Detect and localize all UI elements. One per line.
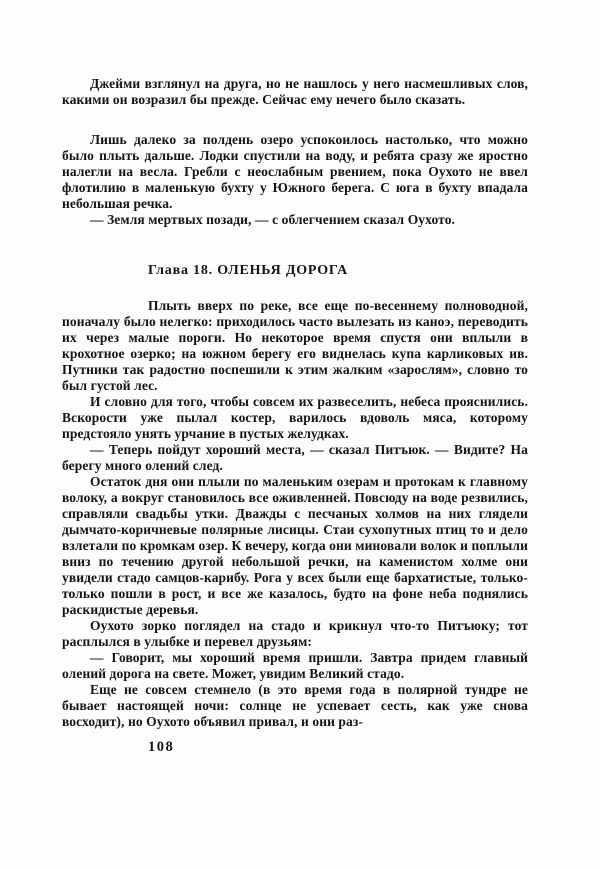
dialog-paragraph: — Говорит, мы хороший время пришли. Завтра придем главный олений дорога на свете. Может, увидим Великий стадо. — [62, 650, 528, 681]
paragraph: И словно для того, чтобы совсем их развеселить, небеса прояснились. Вскорости уже пылал костер, варилось вдоволь мяса, которому предстояло унять урчание в пустых желудках. — [62, 394, 528, 441]
paragraph: Оухото зорко поглядел на стадо и крикнул что-то Питъюку; тот расплылся в улыбке и перевел друзьям: — [62, 618, 528, 649]
chapter-heading: Глава 18. ОЛЕНЬЯ ДОРОГА — [148, 263, 348, 278]
dialog-paragraph: — Земля мертвых позади, — с облегчением сказал Оухото. — [90, 212, 456, 227]
paragraph: Еще не совсем стемнело (в это время года в полярной тундре не бывает настоящей ночи: солнце не успевает сесть, как уже снова восходит), но Оухото объявил привал, и они раз- — [62, 682, 528, 729]
text-block — [62, 76, 528, 755]
paragraph: Плыть вверх по реке, все еще по-весеннему полноводной, поначалу было нелегко: приходилось часто вылезать из каноэ, переводить их через малые пороги. Но некоторое время спустя они вплыли в крохотное озерко; на южном берегу его виднелась купа карликовых ив. Путники так радостно поспешили к этим жалким «зарослям», словно то был густой лес. — [62, 298, 528, 393]
dialog-paragraph: — Теперь пойдут хороший места, — сказал Питъюк. — Видите? На берегу много олений след. — [62, 442, 528, 473]
paragraph: Остаток дня они плыли по маленьким озерам и протокам к главному волоку, а вокруг становилось все оживленней. Повсюду на воде резвились, справляли свадьбы утки. Дважды с песчаных холмов на них глядели дымчато-коричневые полярные лисицы. Стаи сухопутных птиц то и дело взлетали по кромкам озер. К вечеру, когда они миновали волок и поплыли вниз по течению другой небольшой речки, на каменистом холме они увидели стадо самцов-карибу. Рога у всех были еще бархатистые, только-только пошли в рост, и все же казалось, будто на фоне неба поднялись раскидистые деревья. — [62, 474, 528, 617]
paragraph: Лишь далеко за полдень озеро успокоилось настолько, что можно было плыть дальше. Лодки спустили на воду, и ребята сразу же яростно налегли на весла. Гребли с неослабным рвением, пока Оухото не ввел флотилию в маленькую бухту у Южного берега. С юга в бухту впадала небольшая речка. — [62, 132, 528, 211]
page-number: 108 — [148, 739, 175, 755]
paragraph: Джейми взглянул на друга, но не нашлось у него насмешливых слов, какими он возразил бы прежде. Сейчас ему нечего было сказать. — [62, 76, 528, 107]
